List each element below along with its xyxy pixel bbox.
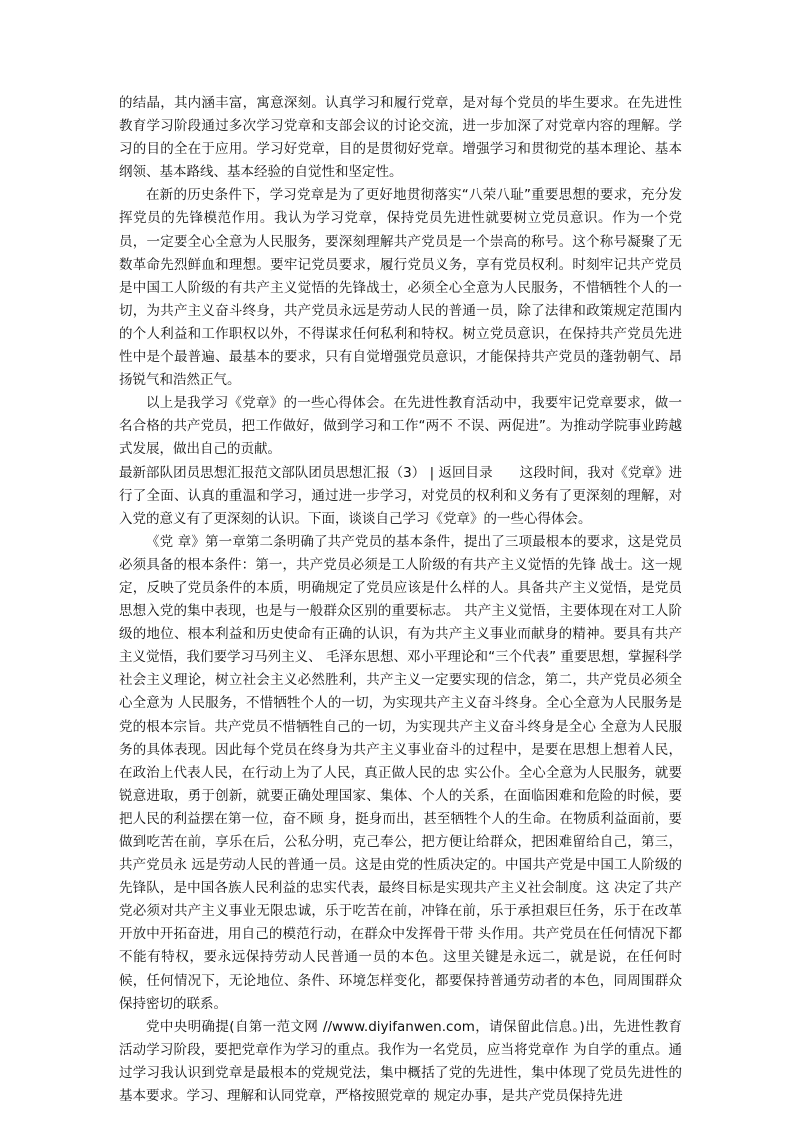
paragraph-2: 在新的历史条件下，学习党章是为了更好地贯彻落实“八荣八耻”重要思想的要求，充分发挥党员的先锋模范作用。我认为学习党章，保持党员先进性就要树立党员意识。作为一个党员，一定要全心全意为人民服务，要深刻理解共产党员是一个崇高的称号。这个称号凝聚了无数革命先烈鲜血和理想。要牢记党员要求，履行党员义务，享有党员权利。时刻牢记共产党员是中国工人阶级的有共产主义觉悟的先锋战士，必须全心全意为人民服务，不惜牺牲个人的一切，为共产主义奋斗终身，共产党员永远是劳动人民的普通一员，除了法律和政策规定范围内的个人利益和工作职权以外，不得谋求任何私利和特权。树立党员意识，在保持共产党员先进性中是个最普遍、最基本的要求，只有自觉增强党员意识，才能保持共产党员的蓬勃朝气、昂扬锐气和浩然正气。 — [119, 187, 682, 389]
paragraph-3: 以上是我学习《党章》的一些心得体会。在先进性教育活动中，我要牢记党章要求，做一名合格的共产党员，把工作做好，做到学习和工作“两不 不误、两促进”。为推动学院事业跨越式发展，做出自己的贡献。 — [119, 395, 682, 458]
document-page — [119, 92, 682, 1108]
paragraph-4: 最新部队团员思想汇报范文部队团员思想汇报（3） | 返回目录 这段时间，我对《党章》进行了全面、认真的重温和学习，通过进一步学习，对党员的权利和义务有了更深刻的理解，对入党的意义有了更深刻的认识。下面，谈谈自己学习《党章》的一些心得体会。 — [119, 464, 682, 527]
paragraph-1: 的结晶，其内涵丰富，寓意深刻。认真学习和履行党章，是对每个党员的毕生要求。在先进性教育学习阶段通过多次学习党章和支部会议的讨论交流，进一步加深了对党章内容的理解。学习的目的全在于应用。学习好党章，目的是贯彻好党章。增强学习和贯彻党的基本理论、基本纲领、基本路线、基本经验的自觉性和坚定性。 — [119, 95, 682, 181]
paragraph-6: 党中央明确提(自第一范文网 //www.diyifanwen.com，请保留此信息。)出，先进性教育活动学习阶段，要把党章作为学习的重点。我作为一名党员，应当将党章作 为自学的重点。通过学习我认识到党章是最根本的党规党法，集中概括了党的先进性，集中体现了党员先进性的基本要求。学习、理解和认同党章，严格按照党章的 规定办事，是共产党员保持先进 — [119, 1018, 682, 1105]
paragraph-5: 《党 章》第一章第二条明确了共产党员的基本条件，提出了三项最根本的要求，这是党员必须具备的根本条件：第一，共产党员必须是工人阶级的有共产主义觉悟的先锋 战士。这一规定，反映了党员条件的本质，明确规定了党员应该是什么样的人。具备共产主义觉悟，是党员思想入党的集中表现，也是与一般群众区别的重要标志。 共产主义觉悟，主要体现在对工人阶级的地位、根本利益和历史使命有正确的认识，有为共产主义事业而献身的精神。要具有共产主义觉悟，我们要学习马列主义、 毛泽东思想、邓小平理论和“三个代表” 重要思想，掌握科学社会主义理论，树立社会主义必然胜利，共产主义一定要实现的信念，第二，共产党员必须全心全意为 人民服务，不惜牺牲个人的一切，为实现共产主义奋斗终身。全心全意为人民服务是党的根本宗旨。共产党员不惜牺牲自己的一切，为实现共产主义奋斗终身是全心 全意为人民服务的具体表现。因此每个党员在终身为共产主义事业奋斗的过程中，是要在思想上想着人民，在政治上代表人民，在行动上为了人民，真正做人民的忠 实公仆。全心全意为人民服务，就要锐意进取，勇于创新，就要正确处理国家、集体、个人的关系，在面临困难和危险的时候，要把人民的利益摆在第一位，奋不顾 身，挺身而出，甚至牺牲个人的生命。在物质利益面前，要做到吃苦在前，享乐在后，公私分明，克己奉公，把方便让给群众，把困难留给自己，第三，共产党员永 远是劳动人民的普通一员。这是由党的性质决定的。中国共产党是中国工人阶级的先锋队，是中国各族人民利益的忠实代表，最终目标是实现共产主义社会制度。这 决定了共产党必须对共产主义事业无限忠诚，乐于吃苦在前，冲锋在前，乐于承担艰巨任务，乐于在改革开放中开拓奋进，用自己的模范行动，在群众中发挥骨干带 头作用。共产党员在任何情况下都不能有特权，要永远保持劳动人民普通一员的本色。这里关键是永远二，就是说，在任何时候，任何情况下，无论地位、条件、环境怎样变化，都要保持普通劳动者的本色，同周围群众保持密切的联系。 — [119, 533, 682, 1012]
